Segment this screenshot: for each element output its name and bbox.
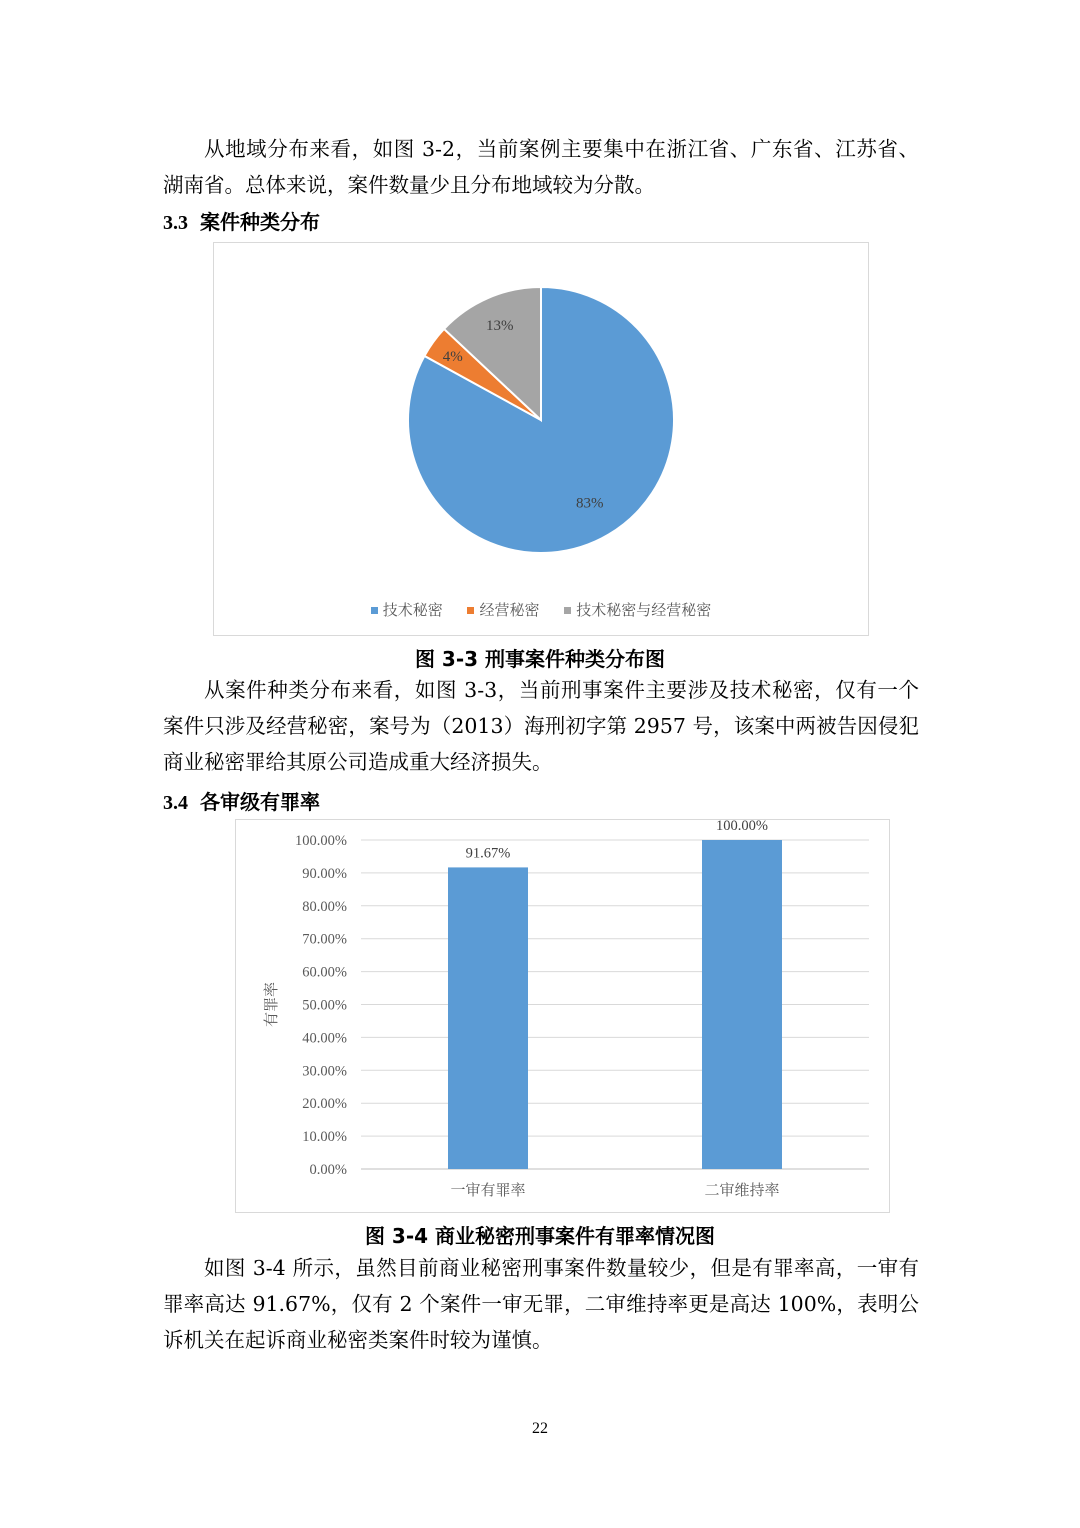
legend-swatch xyxy=(371,607,378,614)
figure-caption-3-3: 图 3-3 刑事案件种类分布图 xyxy=(414,647,666,671)
bar xyxy=(702,840,782,1169)
legend-item-both xyxy=(564,599,711,620)
pie-data-label: 83% xyxy=(575,495,604,512)
legend-label: 技术秘密 xyxy=(382,601,443,619)
legend-swatch xyxy=(467,607,474,614)
figure-caption-3-4: 图 3-4 商业秘密刑事案件有罪率情况图 xyxy=(364,1224,716,1248)
bar xyxy=(448,867,528,1169)
y-tick-label: 90.00% xyxy=(302,865,347,882)
y-tick-label: 50.00% xyxy=(302,997,347,1014)
legend-label: 技术秘密与经营秘密 xyxy=(576,601,712,619)
y-tick-label: 10.00% xyxy=(302,1129,347,1146)
bar-data-label: 100.00% xyxy=(716,820,768,834)
section-heading-3-4 xyxy=(163,786,320,815)
section-number: 3.3 xyxy=(163,212,188,234)
bar-chart-container xyxy=(235,819,890,1213)
section-title: 各审级有罪率 xyxy=(200,790,320,814)
y-tick-label: 40.00% xyxy=(302,1030,347,1047)
paragraph-conviction-rate: 如图 3-4 所示，虽然目前商业秘密刑事案件数量较少，但是有罪率高，一审有罪率高达 91.67%，仅有 2 个案件一审无罪，二审维持率更是高达 100%，表明公诉机关在起诉商业秘密类案件时较为谨慎。 xyxy=(163,1256,919,1352)
pie-data-label: 13% xyxy=(486,317,514,334)
section-heading-3-3 xyxy=(163,206,320,235)
legend-item-technical xyxy=(371,599,443,620)
y-axis-title: 有罪率 xyxy=(264,981,280,1028)
bar-data-label: 91.67% xyxy=(465,845,511,862)
paragraph-case-types: 从案件种类分布来看，如图 3-3，当前刑事案件主要涉及技术秘密，仅有一个案件只涉及经营秘密，案号为（2013）海刑初字第 2957 号，该案中两被告因侵犯商业秘密罪给其原公司造成重大经济损失。 xyxy=(163,678,919,774)
pie-legend xyxy=(214,599,868,620)
paragraph-region-distribution: 从地域分布来看，如图 3-2，当前案例主要集中在浙江省、广东省、江苏省、湖南省。总体来说，案件数量少且分布地域较为分散。 xyxy=(163,137,919,197)
section-title: 案件种类分布 xyxy=(200,210,320,234)
page-number: 22 xyxy=(532,1420,548,1437)
section-number: 3.4 xyxy=(163,792,188,814)
pie-chart-container xyxy=(213,242,869,636)
legend-item-business xyxy=(467,599,539,620)
y-tick-label: 0.00% xyxy=(309,1162,347,1178)
y-tick-label: 100.00% xyxy=(295,833,347,849)
pie-chart xyxy=(214,243,868,635)
bar-chart xyxy=(236,820,889,1212)
y-tick-label: 60.00% xyxy=(302,964,347,981)
legend-label: 经营秘密 xyxy=(479,601,540,619)
y-tick-label: 30.00% xyxy=(302,1063,347,1080)
x-category-label: 一审有罪率 xyxy=(450,1183,526,1199)
y-tick-label: 70.00% xyxy=(302,931,347,948)
y-tick-label: 80.00% xyxy=(302,898,347,915)
y-tick-label: 20.00% xyxy=(302,1096,347,1113)
pie-data-label: 4% xyxy=(442,348,463,365)
x-category-label: 二审维持率 xyxy=(704,1183,780,1199)
legend-swatch xyxy=(564,607,571,614)
